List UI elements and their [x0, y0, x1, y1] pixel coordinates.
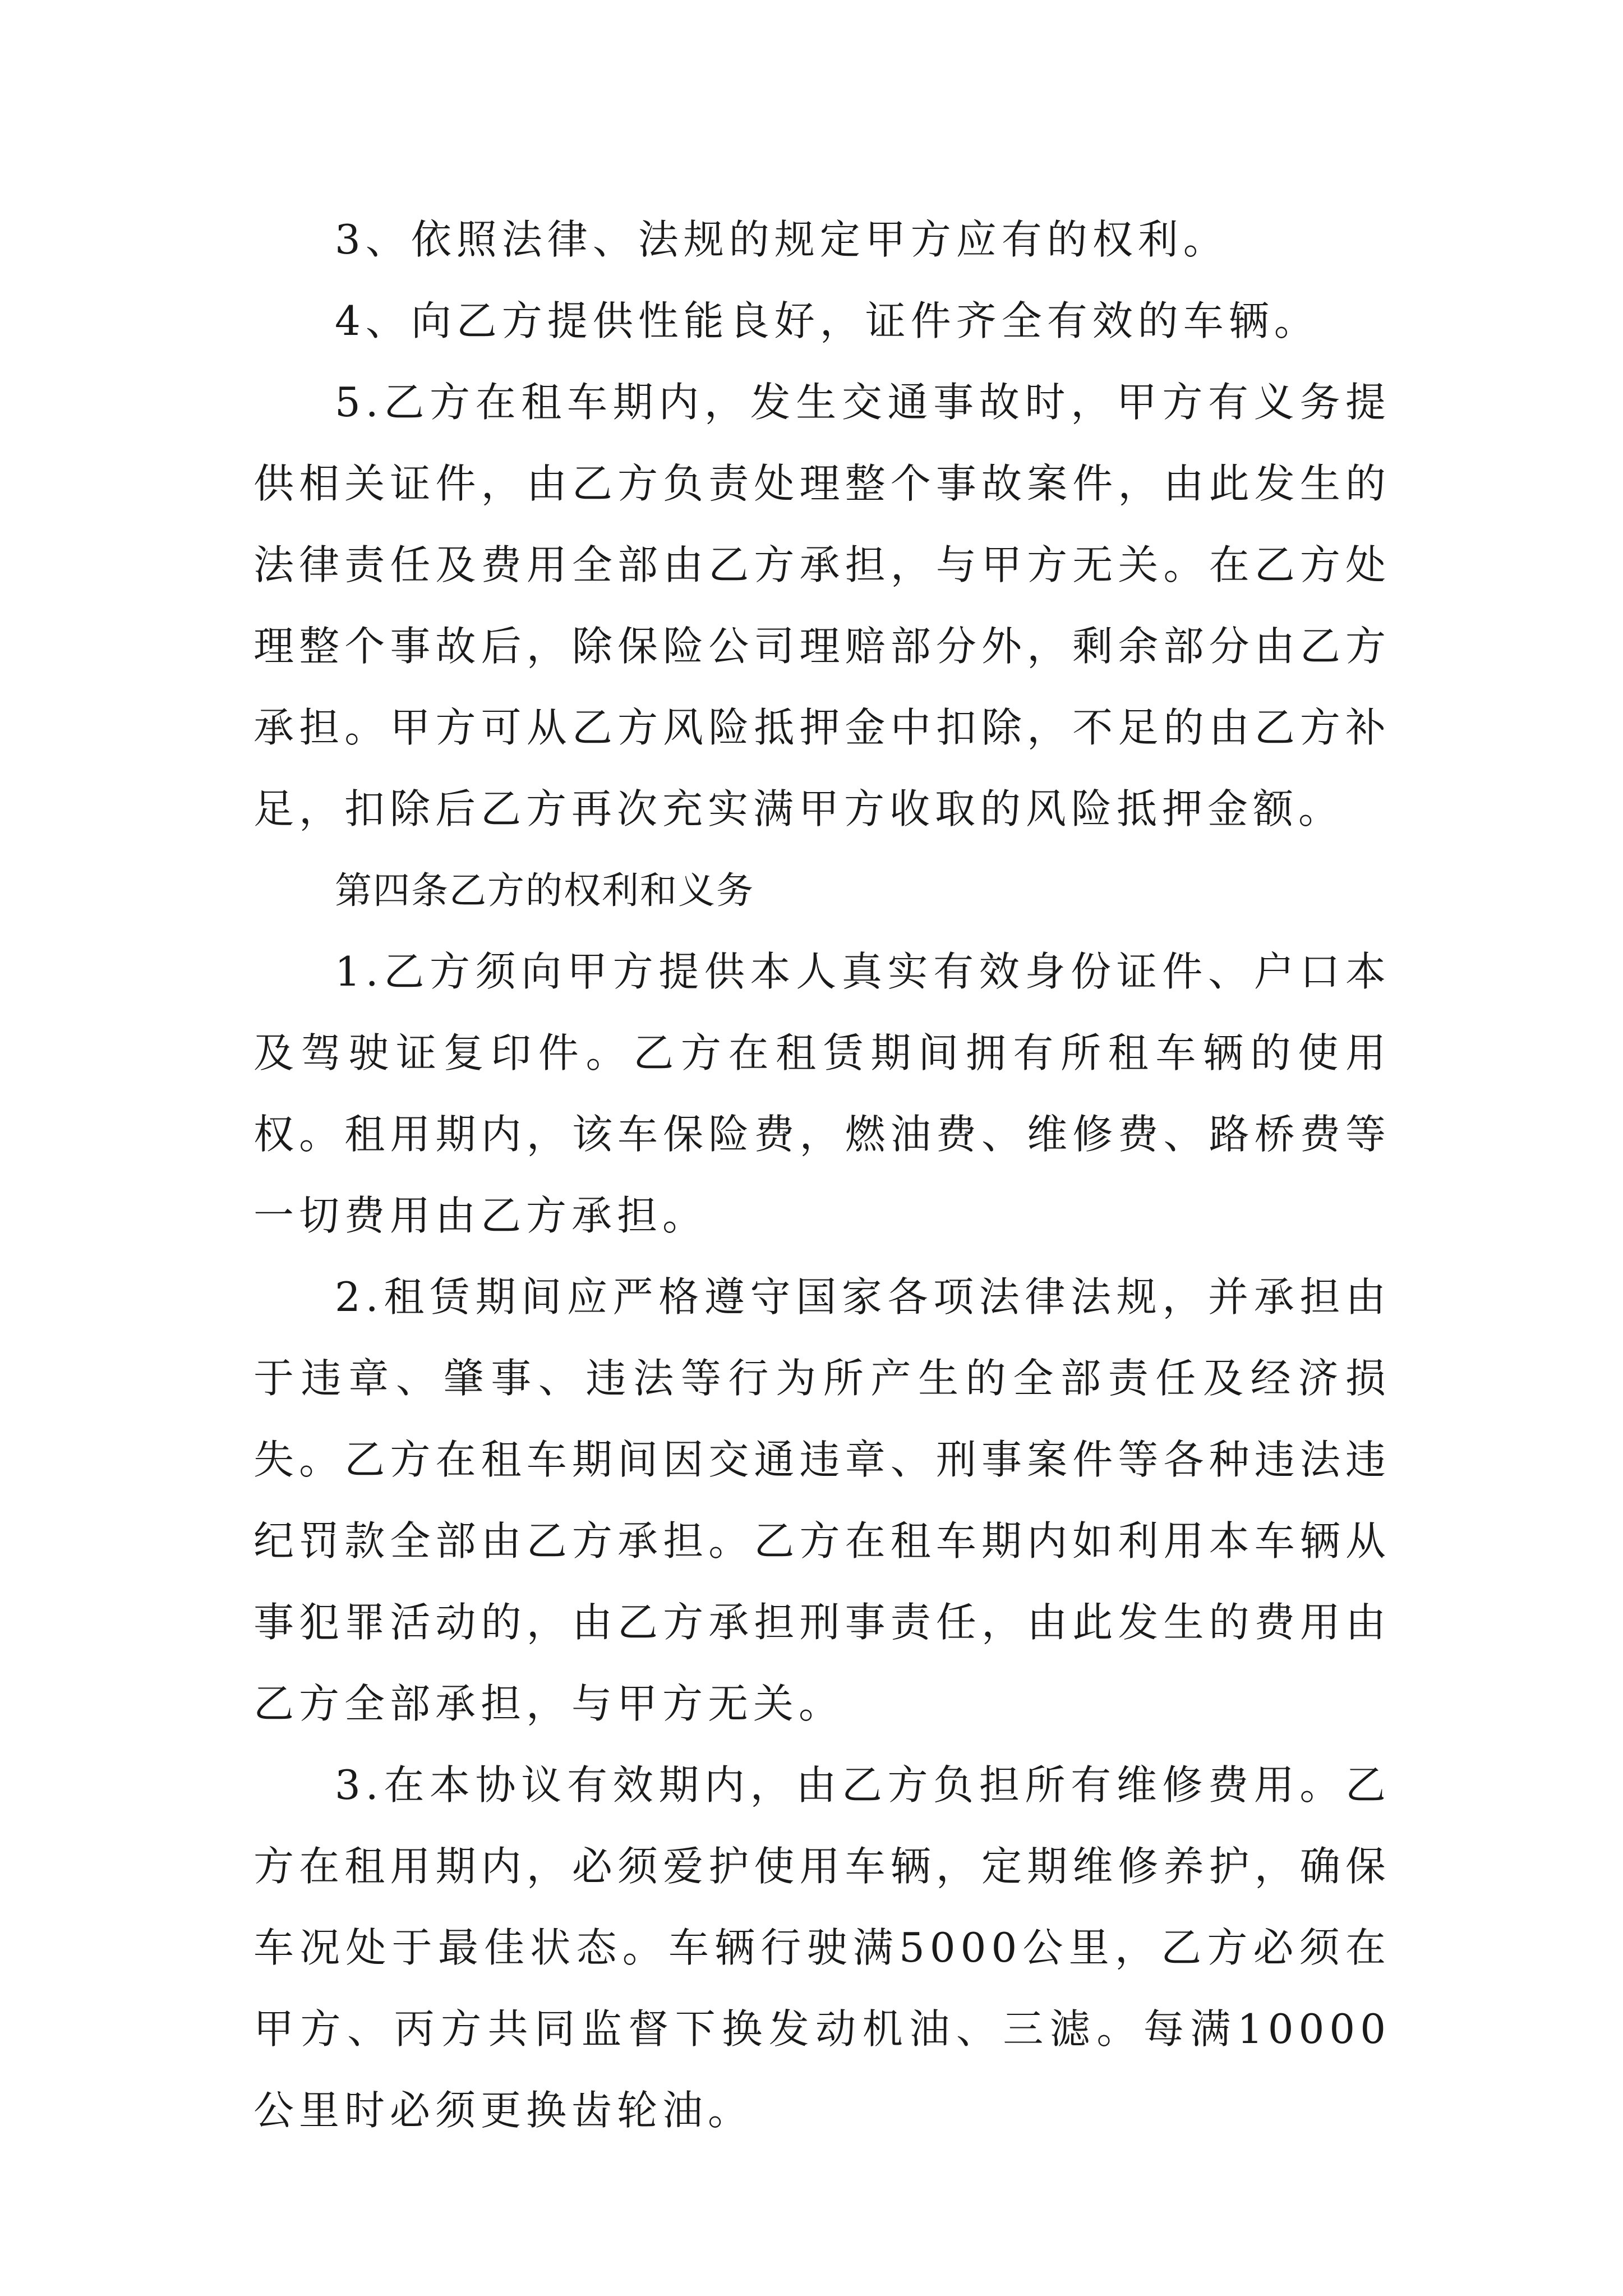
section-paragraph-3: 3.在本协议有效期内，由乙方负担所有维修费用。乙方在租用期内，必须爱护使用车辆，定期维修养护，确保车况处于最佳状态。车辆行驶满5000公里，乙方必须在甲方、丙方共同监督下换发动机油、三滤。每满10000公里时必须更换齿轮油。: [253, 1761, 1391, 2134]
section-paragraph-2: 2.租赁期间应严格遵守国家各项法律法规，并承担由于违章、肇事、违法等行为所产生的全部责任及经济损失。乙方在租车期间因交通违章、刑事案件等各种违法违纪罚款全部由乙方承担。乙方在租车期内如利用本车辆从事犯罪活动的，由乙方承担刑事责任，由此发生的费用由乙方全部承担，与甲方无关。: [253, 1273, 1391, 1727]
paragraph-item-5: 5.乙方在租车期内，发生交通事故时，甲方有义务提供相关证件，由乙方负责处理整个事故案件，由此发生的法律责任及费用全部由乙方承担，与甲方无关。在乙方处理整个事故后，除保险公司理赔部分外，剩余部分由乙方承担。甲方可从乙方风险抵押金中扣除，不足的由乙方补足，扣除后乙方再次充实满甲方收取的风险抵押金额。: [253, 379, 1391, 832]
paragraph-item-3: 3、依照法律、法规的规定甲方应有的权利。: [335, 216, 1229, 263]
section-heading: 第四条乙方的权利和义务: [335, 869, 754, 912]
section-paragraph-1: 1.乙方须向甲方提供本人真实有效身份证件、户口本及驾驶证复印件。乙方在租赁期间拥有所租车辆的使用权。租用期内，该车保险费，燃油费、维修费、路桥费等一切费用由乙方承担。: [253, 948, 1391, 1239]
paragraph-item-4: 4、向乙方提供性能良好，证件齐全有效的车辆。: [335, 297, 1320, 344]
document-body: [253, 199, 1391, 2151]
